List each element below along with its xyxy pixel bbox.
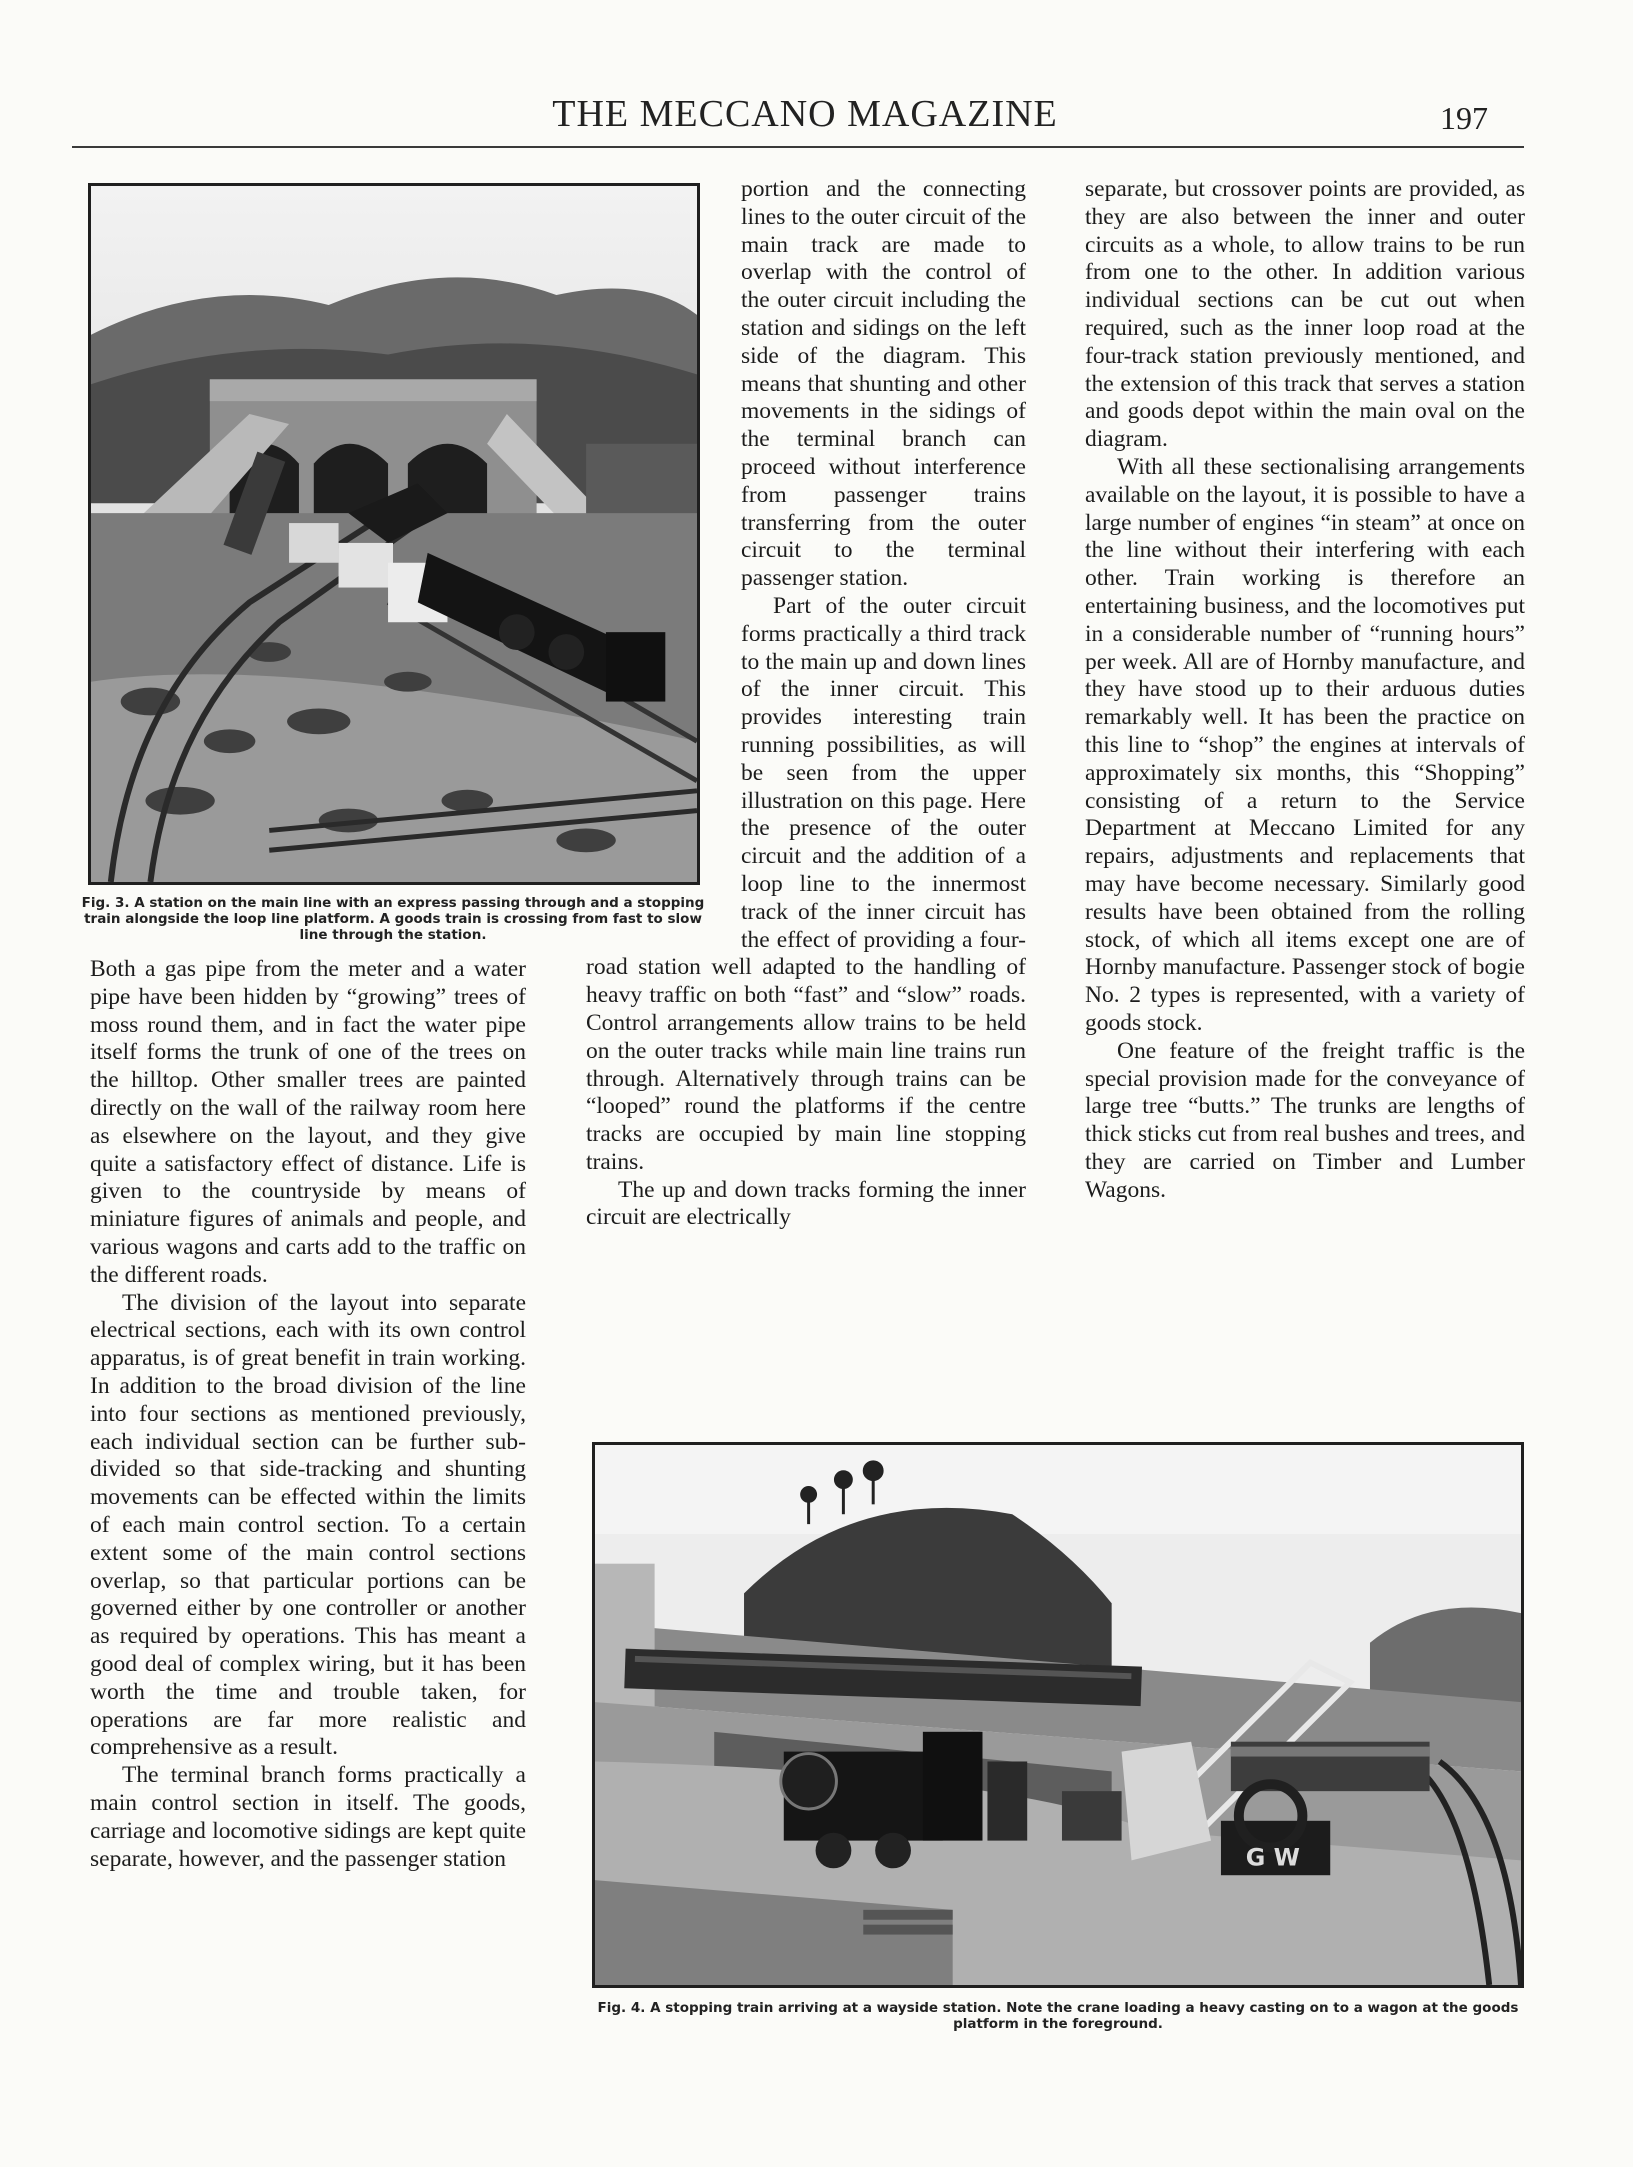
col2-paragraph-2: Part of the outer circuit forms practically a third track to the main up and down lines of the inner circuit. This provides interesting train running possibilities, as will be seen from the upper illustration on this page. Here the presence of the outer circuit and the addition of a loop line to the innermost track of the inner circuit has the effect of providing a four-road station well adapted to the handling of heavy traffic on both “fast” and “slow” roads. Control arrangements allow trains to be held on the outer tracks while main line trains run through. Alternatively through trains can be “looped” round the platforms if the centre tracks are occupied by main line stopping trains.	[586, 592, 1026, 1175]
column-1	[90, 956, 526, 1873]
col3-paragraph-1: separate, but crossover points are provided, as they are also between the inner and outer circuits as a whole, to allow trains to be run from one to the other. In addition various individual sections can be cut out when required, such as the inner loop road at the four-track station previously mentioned, and the extension of this track that serves a station and goods depot within the main oval on the diagram.	[1085, 176, 1525, 453]
column-2	[586, 176, 1026, 1232]
column-3	[1085, 176, 1525, 1204]
fig4-photo	[592, 1442, 1524, 1988]
col2-paragraph-3: The up and down tracks forming the inner circuit are electrically	[586, 1176, 1026, 1231]
col3-paragraph-3: One feature of the freight traffic is the special provision made for the conveyance of large tree “butts.” The trunks are lengths of thick sticks cut from real bushes and trees, and they are carried on Timber and Lumber Wagons.	[1085, 1037, 1525, 1203]
magazine-title: THE MECCANO MAGAZINE	[552, 93, 1058, 135]
page-number: 197	[1440, 100, 1488, 136]
fig3-caption: Fig. 3. A station on the main line with an express passing through and a stopping train alongside the loop line platform. A goods train is crossing from fast to slow line through the station.	[81, 895, 705, 943]
fig4-wagon-lettering: G W	[1245, 1843, 1300, 1872]
col1-paragraph-3: The terminal branch forms practically a main control section in itself. The goods, carriage and locomotive sidings are kept quite separate, however, and the passenger station	[90, 1762, 526, 1872]
header-rule	[72, 146, 1524, 148]
fig4-caption: Fig. 4. A stopping train arriving at a wayside station. Note the crane loading a heavy casting on to a wagon at the goods platform in the foreground.	[597, 2000, 1519, 2032]
col2-paragraph-1: portion and the connecting lines to the outer circuit of the main track are made to overlap with the control of the outer circuit including the station and sidings on the left side of the diagram. This means that shunting and other movements in the sidings of the terminal branch can proceed without interference from passenger trains transferring from the outer circuit to the terminal passenger station.	[741, 176, 1026, 592]
col1-paragraph-2: The division of the layout into separate electrical sections, each with its own control apparatus, is of great benefit in train working. In addition to the broad division of the line into four sections as mentioned previously, each individual section can be further sub-divided so that side-tracking and shunting movements can be effected within the limits of each main control section. To a certain extent some of the main control sections overlap, so that particular portions can be governed either by one controller or another as required by operations. This has meant a good deal of complex wiring, but it has been worth the time and trouble taken, for operations are far more realistic and comprehensive as a result.	[90, 1289, 526, 1761]
col3-paragraph-2: With all these sectionalising arrangements available on the layout, it is possible to have a large number of engines “in steam” at once on the line without their interfering with each other. Train working is therefore an entertaining business, and the locomotives put in a considerable number of “running hours” per week. All are of Hornby manufacture, and they have stood up to their arduous duties remarkably well. It has been the practice on this line to “shop” the engines at intervals of approximately six months, this “Shopping” consisting of a return to the Service Department at Meccano Limited for any repairs, adjustments and replacements that may have become necessary. Similarly good results have been obtained from the rolling stock, of which all items except one are of Hornby manufacture. Passenger stock of bogie No. 2 types is represented, with a variety of goods stock.	[1085, 453, 1525, 1036]
col1-paragraph-1: Both a gas pipe from the meter and a water pipe have been hidden by “growing” trees of moss round them, and in fact the water pipe itself forms the trunk of one of the trees on the hilltop. Other smaller trees are painted directly on the wall of the railway room here as elsewhere on the layout, and they give quite a satisfactory effect of distance. Life is given to the countryside by means of miniature figures of animals and people, and various wagons and carts add to the traffic on the different roads.	[90, 956, 526, 1288]
